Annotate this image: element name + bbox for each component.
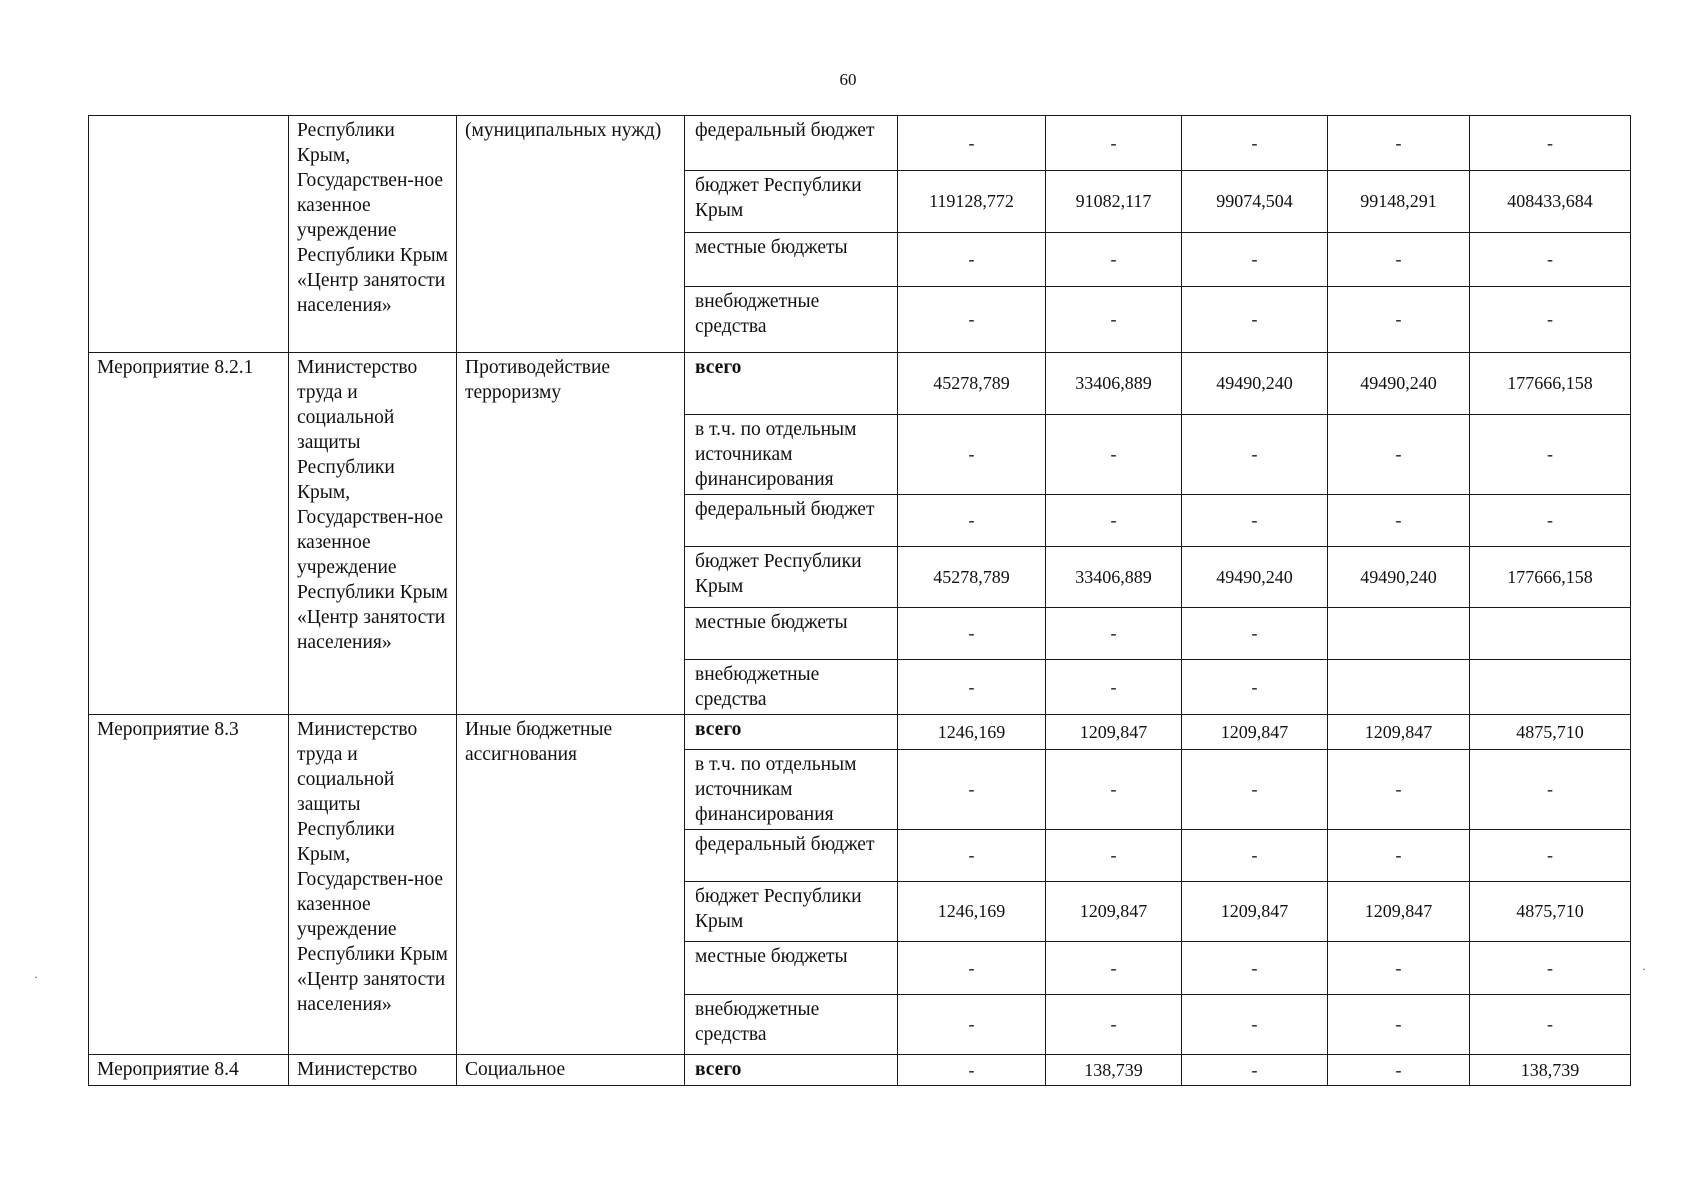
value-cell: - xyxy=(1182,750,1328,830)
value-cell: - xyxy=(1470,116,1631,171)
scan-mark: · xyxy=(1642,962,1646,976)
value-cell: 49490,240 xyxy=(1182,353,1328,415)
value-cell: - xyxy=(1470,750,1631,830)
value-cell: - xyxy=(898,750,1046,830)
value-cell: - xyxy=(898,660,1046,715)
value-cell: 119128,772 xyxy=(898,171,1046,233)
value-cell: 49490,240 xyxy=(1182,547,1328,608)
funding-source-cell: бюджет Республики Крым xyxy=(685,547,898,608)
value-cell: 1209,847 xyxy=(1046,882,1182,942)
value-cell: - xyxy=(1182,942,1328,995)
value-cell: 138,739 xyxy=(1046,1055,1182,1086)
value-cell: - xyxy=(898,1055,1046,1086)
table-row xyxy=(89,715,1631,750)
value-cell: - xyxy=(1046,750,1182,830)
funding-source-cell: внебюджетные средства xyxy=(685,287,898,353)
value-cell: - xyxy=(898,233,1046,287)
value-cell: - xyxy=(1470,415,1631,495)
activity-cell: Противодействие терроризму xyxy=(457,353,685,715)
value-cell: - xyxy=(898,287,1046,353)
value-cell: 1246,169 xyxy=(898,882,1046,942)
value-cell: 99148,291 xyxy=(1328,171,1470,233)
value-cell: 4875,710 xyxy=(1470,882,1631,942)
value-cell: 1246,169 xyxy=(898,715,1046,750)
value-cell: 408433,684 xyxy=(1470,171,1631,233)
value-cell: - xyxy=(1328,116,1470,171)
funding-source-cell: местные бюджеты xyxy=(685,233,898,287)
value-cell xyxy=(1470,608,1631,660)
funding-source-cell: федеральный бюджет xyxy=(685,830,898,882)
funding-source-cell: бюджет Республики Крым xyxy=(685,882,898,942)
value-cell: - xyxy=(898,116,1046,171)
funding-source-cell: всего xyxy=(685,715,898,750)
funding-source-cell: всего xyxy=(685,1055,898,1086)
value-cell: - xyxy=(1182,415,1328,495)
table-row xyxy=(89,116,1631,171)
value-cell: - xyxy=(1470,942,1631,995)
value-cell: 177666,158 xyxy=(1470,547,1631,608)
activity-cell: (муниципальных нужд) xyxy=(457,116,685,353)
value-cell: - xyxy=(1046,660,1182,715)
value-cell: - xyxy=(1328,942,1470,995)
value-cell: - xyxy=(898,830,1046,882)
value-cell: - xyxy=(1328,1055,1470,1086)
value-cell: 49490,240 xyxy=(1328,547,1470,608)
value-cell: - xyxy=(1182,608,1328,660)
value-cell xyxy=(1328,608,1470,660)
page-number: 60 xyxy=(839,70,857,89)
value-cell: - xyxy=(1328,287,1470,353)
funding-source-cell: местные бюджеты xyxy=(685,608,898,660)
value-cell xyxy=(1470,660,1631,715)
value-cell: - xyxy=(1328,495,1470,547)
executor-cell: Министерство труда и социальной защиты Республики Крым, Государствен-ное казенное учреждение Республики Крым «Центр занятости населения» xyxy=(289,715,457,1055)
funding-source-cell: в т.ч. по отдельным источникам финансирования xyxy=(685,415,898,495)
value-cell: 1209,847 xyxy=(1328,882,1470,942)
value-cell: - xyxy=(1046,942,1182,995)
funding-source-cell: местные бюджеты xyxy=(685,942,898,995)
activity-cell: Социальное xyxy=(457,1055,685,1086)
value-cell: 33406,889 xyxy=(1046,547,1182,608)
value-cell: - xyxy=(1046,116,1182,171)
executor-cell: Министерство xyxy=(289,1055,457,1086)
value-cell: - xyxy=(1470,995,1631,1055)
value-cell: - xyxy=(1182,995,1328,1055)
value-cell: - xyxy=(898,942,1046,995)
value-cell: - xyxy=(1046,233,1182,287)
value-cell xyxy=(1328,660,1470,715)
scan-mark: · xyxy=(34,970,38,984)
value-cell: 91082,117 xyxy=(1046,171,1182,233)
value-cell: - xyxy=(1182,116,1328,171)
measure-cell: Мероприятие 8.2.1 xyxy=(89,353,289,715)
value-cell: 1209,847 xyxy=(1046,715,1182,750)
value-cell: - xyxy=(1046,830,1182,882)
value-cell: 1209,847 xyxy=(1328,715,1470,750)
value-cell: 1209,847 xyxy=(1182,882,1328,942)
value-cell: - xyxy=(1182,830,1328,882)
value-cell: 138,739 xyxy=(1470,1055,1631,1086)
value-cell: 45278,789 xyxy=(898,547,1046,608)
value-cell: - xyxy=(1182,495,1328,547)
measure-cell: Мероприятие 8.4 xyxy=(89,1055,289,1086)
value-cell: - xyxy=(1046,995,1182,1055)
table-row xyxy=(89,353,1631,415)
funding-source-cell: в т.ч. по отдельным источникам финансирования xyxy=(685,750,898,830)
table-row xyxy=(89,1055,1631,1086)
funding-source-cell: бюджет Республики Крым xyxy=(685,171,898,233)
funding-source-cell: внебюджетные средства xyxy=(685,660,898,715)
funding-source-cell: всего xyxy=(685,353,898,415)
value-cell: 4875,710 xyxy=(1470,715,1631,750)
value-cell: - xyxy=(1046,495,1182,547)
value-cell: - xyxy=(898,995,1046,1055)
executor-cell: Министерство труда и социальной защиты Республики Крым, Государствен-ное казенное учреждение Республики Крым «Центр занятости населения» xyxy=(289,353,457,715)
activity-cell: Иные бюджетные ассигнования xyxy=(457,715,685,1055)
funding-source-cell: федеральный бюджет xyxy=(685,116,898,171)
value-cell: - xyxy=(1046,287,1182,353)
value-cell: - xyxy=(1046,608,1182,660)
value-cell: 177666,158 xyxy=(1470,353,1631,415)
value-cell: 33406,889 xyxy=(1046,353,1182,415)
value-cell: - xyxy=(1470,287,1631,353)
value-cell: - xyxy=(1470,830,1631,882)
value-cell: - xyxy=(1470,233,1631,287)
executor-cell: Республики Крым, Государствен-ное казенное учреждение Республики Крым «Центр занятости населения» xyxy=(289,116,457,353)
value-cell: - xyxy=(1182,287,1328,353)
value-cell: 99074,504 xyxy=(1182,171,1328,233)
funding-source-cell: федеральный бюджет xyxy=(685,495,898,547)
value-cell: - xyxy=(1328,995,1470,1055)
value-cell: - xyxy=(1328,830,1470,882)
value-cell: 1209,847 xyxy=(1182,715,1328,750)
value-cell: - xyxy=(1328,750,1470,830)
value-cell: 45278,789 xyxy=(898,353,1046,415)
funding-source-cell: внебюджетные средства xyxy=(685,995,898,1055)
measure-cell: Мероприятие 8.3 xyxy=(89,715,289,1055)
value-cell: - xyxy=(1182,660,1328,715)
value-cell: - xyxy=(1046,415,1182,495)
value-cell: - xyxy=(1182,233,1328,287)
value-cell: - xyxy=(898,495,1046,547)
value-cell: - xyxy=(898,608,1046,660)
value-cell: 49490,240 xyxy=(1328,353,1470,415)
value-cell: - xyxy=(898,415,1046,495)
value-cell: - xyxy=(1328,233,1470,287)
budget-table xyxy=(88,115,1631,1086)
value-cell: - xyxy=(1328,415,1470,495)
value-cell: - xyxy=(1470,495,1631,547)
value-cell: - xyxy=(1182,1055,1328,1086)
measure-cell xyxy=(89,116,289,353)
